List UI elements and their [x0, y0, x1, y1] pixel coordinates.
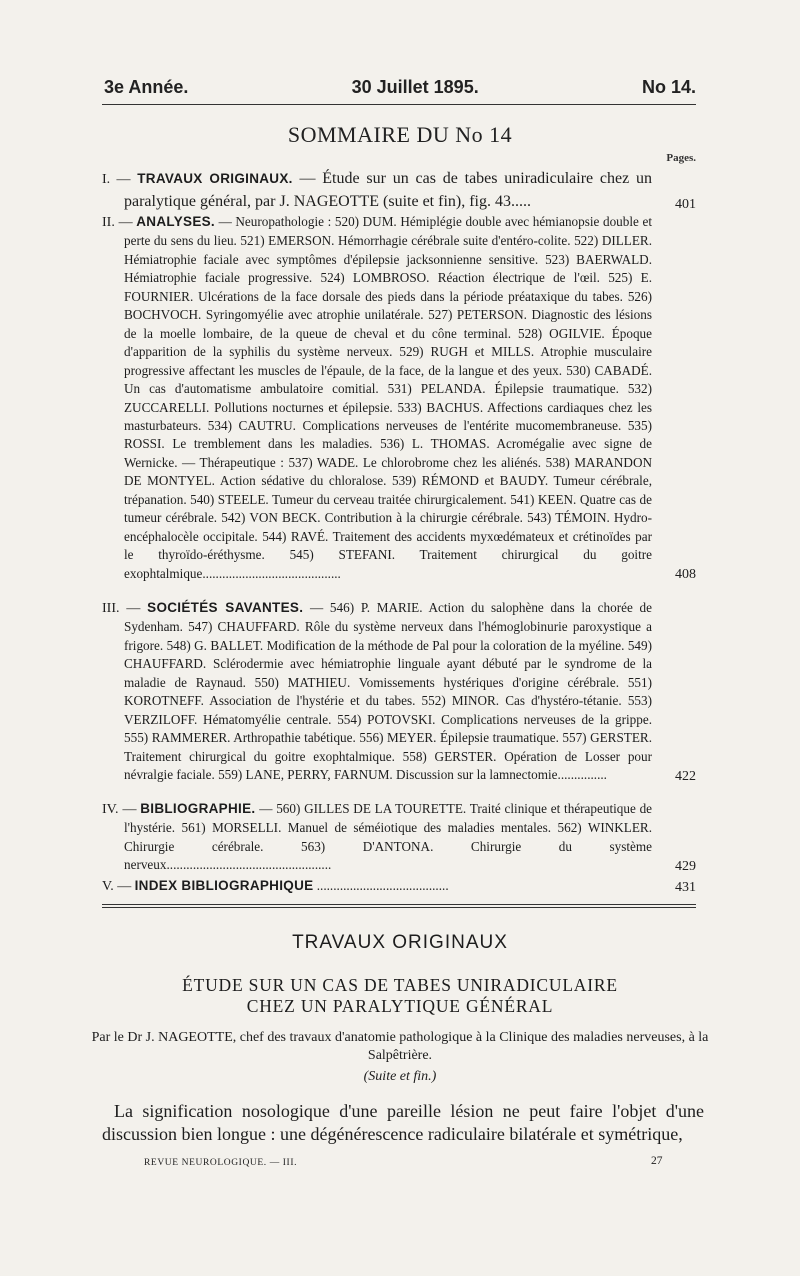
article-title	[0, 975, 800, 1017]
article-paragraph: La signification nosologique d'une pareille lésion ne peut faire l'objet d'une discussion bien longue : une dégénérescence radiculaire bilatérale et symétrique,	[102, 1101, 704, 1144]
entry-section-title: INDEX BIBLIOGRAPHIQUE	[134, 878, 314, 893]
footer-journal-name: REVUE NEUROLOGIQUE. — III.	[144, 1158, 298, 1168]
entry-text: — Étude sur un cas de tabes uniradiculaire chez un paralytique général, par J. NAGEOTTE (suite et fin), fig. 43.....	[124, 170, 653, 210]
section-rule-bottom	[102, 907, 696, 908]
entry-page-number: 401	[675, 197, 696, 212]
section-heading: TRAVAUX ORIGINAUX	[292, 932, 508, 953]
entry-numeral: IV. —	[102, 802, 137, 817]
entry-numeral: V. —	[102, 879, 132, 894]
entry-page-number: 408	[675, 567, 696, 583]
entry-page-number: 422	[675, 768, 696, 784]
header-date: 30 Juillet 1895.	[351, 77, 479, 97]
footer-signature-number: 27	[651, 1155, 663, 1167]
header-rule	[102, 104, 696, 105]
header-issue-number: No 14.	[641, 77, 696, 97]
entry-section-title: TRAVAUX ORIGINAUX.	[137, 171, 293, 186]
article-title-line: ÉTUDE SUR UN CAS DE TABES UNIRADICULAIRE	[182, 975, 618, 995]
toc-entry-travaux	[102, 168, 696, 213]
entry-numeral: III. —	[102, 601, 141, 616]
toc-entry-analyses	[102, 213, 696, 583]
toc-entry-societes	[102, 599, 696, 785]
header-year: 3e Année.	[104, 77, 189, 97]
entry-numeral: I. —	[102, 172, 131, 187]
sommaire-title: SOMMAIRE DU No 14	[287, 122, 513, 147]
entry-page-number: 429	[675, 858, 696, 874]
entry-numeral: II. —	[102, 215, 133, 230]
article-continuation-note: (Suite et fin.)	[363, 1069, 437, 1084]
pages-column-label: Pages.	[666, 152, 696, 164]
entry-section-title: ANALYSES.	[136, 214, 215, 229]
entry-section-title: BIBLIOGRAPHIE.	[140, 801, 256, 816]
section-rule-top	[102, 904, 696, 905]
page-header	[104, 77, 696, 98]
entry-text: — 560) GILLES DE LA TOURETTE. Traité clinique et thérapeutique de l'hystérie. 561) MORSELLI. Manuel de séméiotique des maladies mentales. 562) WINKLER. Chirurgie cérébrale. 563) D'ANTONA. Chirurgie du système nerveux..................................................	[124, 801, 653, 873]
entry-section-title: SOCIÉTÉS SAVANTES.	[147, 600, 304, 615]
entry-text: ........................................	[316, 878, 449, 893]
toc-entry-bibliographie	[102, 800, 696, 875]
article-title-line: CHEZ UN PARALYTIQUE GÉNÉRAL	[246, 996, 554, 1016]
entry-text: — Neuropathologie : 520) DUM. Hémiplégie double avec hémianopsie double et perte du sens du lieu. 521) EMERSON. Hémorrhagie cérébrale suite d'entéro-colite. 522) DILLER. Hémiatrophie faciale avec symptômes d'épilepsie jacksonnienne sensitive. 523) BAERWALD. Hémiatrophie faciale progressive. 524) LOMBROSO. Réaction électrique de l'œil. 525) E. FOURNIER. Ulcérations de la face dorsale des pieds dans la période préataxique du tabes. 526) BOCHVOCH. Syringomyélie avec atrophie unilatérale. 527) PETERSON. Diagnostic des lésions de la moelle lombaire, de la queue de cheval et du cône terminal. 528) OGILVIE. Époque d'apparition de la syphilis du système nerveux. 529) RUGH et MILLS. Atrophie musculaire progressive affectant les muscles de l'épaule, de la face, de la langue et des yeux. 530) CABADÉ. Un cas d'automatisme ambulatoire comitial. 531) PELANDA. Épilepsie traumatique. 532) ZUCCARELLI. Pollutions nocturnes et épilepsie. 533) BACHUS. Affections cardiaques chez les masturbateurs. 534) CAUTRU. Complications nerveuses de l'entérite mucomembraneuse. 535) ROSSI. Le tremblement dans les maladies. 536) L. THOMAS. Acromégalie avec signe de Wernicke. — Thérapeutique : 537) WADE. Le chlorobrome chez les aliénés. 538) MARANDON DE MONTYEL. Action sédative du chloralose. 539) RÉMOND et BAUDY. Tumeur cérébrale, trépanation. 540) STEELE. Tumeur du cerveau traitée chirurgicalement. 541) KEEN. Quatre cas de tumeur cérébrale. 542) VON BECK. Contribution à la chirurgie cérébrale. 543) TÉMOIN. Hydro-encéphalocèle occipitale. 544) RAVÉ. Traitement des accidents myxœdémateux et crétinoïdes par le thyroïdo-éréthysme. 545) STEFANI. Traitement chirurgical du goitre exophtalmique..........................................	[124, 214, 652, 581]
toc-entry-index	[102, 877, 696, 896]
article-byline: Par le Dr J. NAGEOTTE, chef des travaux d'anatomie pathologique à la Clinique des maladies nerveuses, à la Salpêtrière.	[91, 1030, 709, 1063]
entry-page-number: 431	[675, 880, 696, 896]
entry-text: — 546) P. MARIE. Action du salophène dans la chorée de Sydenham. 547) CHAUFFARD. Rôle du système nerveux dans l'hémoglobinurie paroxystique a frigore. 548) G. BALLET. Modification de la méthode de Pal pour la coloration de la myéline. 549) CHAUFFARD. Sclérodermie avec hémiatrophie linguale ayant débuté par le syndrome de la maladie de Raynaud. 550) MATHIEU. Vomissements hystériques d'origine cérébrale. 551) KOROTNEFF. Association de l'hystérie et du tabes. 552) MINOR. Cas d'hystéro-tétanie. 553) VERZILOFF. Hématomyélie centrale. 554) POTOVSKI. Complications nerveuses de la grippe. 555) RAMMERER. Arthropathie tabétique. 556) MEYER. Épilepsie traumatique. 557) GERSTER. Traitement chirurgical du goitre exophtalmique. 558) GERSTER. Opération de Losser pour névralgie faciale. 559) LANE, PERRY, FARNUM. Discussion sur la lamnectomie...............	[124, 600, 652, 783]
